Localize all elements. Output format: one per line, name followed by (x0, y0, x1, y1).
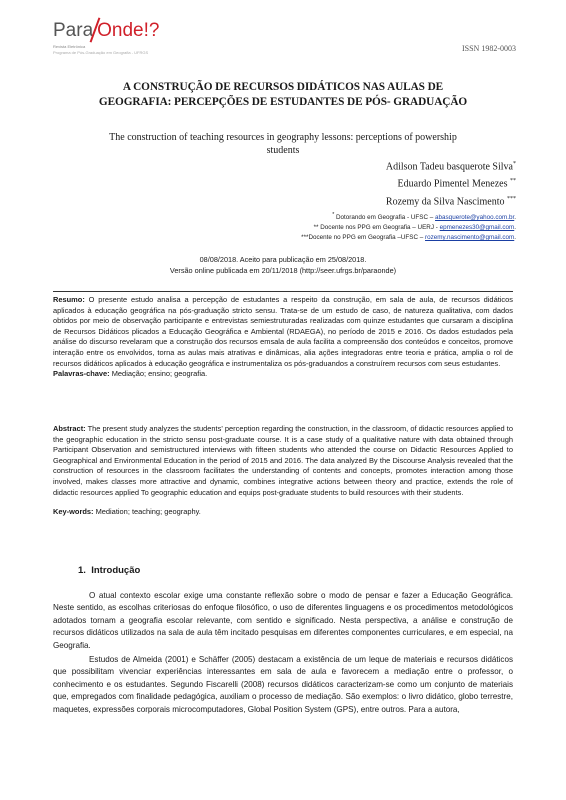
affiliation-line: ***Docente no PPG em Geografia –UFSC – rozemy.nascimento@gmail.com. (301, 234, 516, 242)
affiliations (301, 210, 516, 243)
article-title (60, 80, 506, 110)
resumo-block (53, 291, 513, 380)
acceptance-date: 08/08/2018. Aceito para publicação em 25/08/2018. (199, 255, 367, 264)
email-link[interactable]: rozemy.nascimento@gmail.com (425, 234, 515, 242)
logo-subtitle: Revista Eletrônica (53, 44, 86, 49)
resumo-text: Resumo: O presente estudo analisa a percepção de estudantes a respeito da construção, em sala de aula, de recursos didáticos aplicados à educação geográfica na pós-graduação stricto sensu. Trata-se de um estudo de caso, de natureza qualitativa, com dados obtidos por meio de observação participante e entrevistas semiestruturadas realizadas com quinze estudantes que cursaram a disciplina de Recursos Didáticos plicados a Educação Geográfica e Ambiental (RDAEGA), no período de 2015 e 2016. Os dados estudados pela análise do discurso revelaram que a construção dos recursos emsala de aula facilita a compreensão dos conteúdos e conceitos, promove interação entre os envolvidos, torna as aulas mais atrativas e dinâmicas, alia ações integradoras entre teoria e prática, amplia o rol de recursos didáticos aplicados à educação geográfica e instrumentaliza os pós-graduandos a construírem recursos com seus estudantes. (53, 295, 513, 368)
affiliation-line: * Dotorando em Geografia - UFSC – abasquerote@yahoo.com.br. (332, 212, 516, 222)
logo-text-para: Para (53, 20, 94, 41)
author: Rozemy da Silva Nascimento *** (385, 195, 516, 207)
abstract-block (53, 424, 513, 518)
email-link[interactable]: abasquerote@yahoo.com.br (435, 214, 515, 222)
abstract-text: Abstract: The present study analyzes the students' perception regarding the construction, in the classroom, of didactic resources applied to the geographic education in the stricto sensu post-graduate course. It is a case study of a qualitative nature with data obtained through Participant Observation and semistructured interviews with fifteen students who attended the course on Didactic Resources Applied to Geographical and Environmental Education in the period of 2015 and 2016. The data analyzed By the Discourse Analysis revealed that the construction of resources in the classroom facilitates the understanding of contents and concepts, promotes interaction among those involved, makes classes more attractive and dynamic, combines integrative actions between theory and practice, extends the role of didactic resources applied To geographic education and equips post-graduate students to build resources with their students. (53, 424, 513, 497)
author-list (386, 157, 516, 209)
key-words: Key-words: Mediation; teaching; geography. (53, 507, 201, 517)
email-link[interactable]: epmenezes30@gmail.com (439, 224, 515, 232)
english-title: The construction of teaching resources in geography lessons: perceptions of powership students (109, 132, 457, 156)
logo-text-onde: Onde!? (97, 20, 160, 41)
logo-wordmark (53, 20, 203, 42)
body-paragraph: Estudos de Almeida (2001) e Schäffer (2005) destacam a existência de um leque de materiais e recursos didáticos que possibilitam vivenciar experiências interessantes em sala de aula e favorecem a mediação entre o professor, o conhecimento e os estudantes. Segundo Fiscarelli (2008) recursos didáticos caracterizam-se como um conjunto de materiais que, empregados com finalidade pedagógica, auxiliam o processo de mediação. São exemplos: o livro didático, globo terrestre, maquetes, expressões corporais microcomputadores, Global Position System (GPS), entre outros. Para a autora, (53, 655, 513, 714)
issn-number: ISSN 1982-0003 (461, 44, 516, 53)
logo-program: Programa de Pós-Graduação em Geografia - UFRGS (53, 50, 149, 55)
palavras-chave: Palavras-chave: Mediação; ensino; geografia. (53, 369, 208, 379)
title-line-1: A CONSTRUÇÃO DE RECURSOS DIDÁTICOS NAS AULAS DE (122, 81, 444, 93)
publication-dates (60, 254, 506, 276)
online-date: Versão online publicada em 20/11/2018 (http://seer.ufrgs.br/paraonde) (169, 266, 397, 275)
author: Eduardo Pimentel Menezes ** (397, 178, 516, 190)
affiliation-line: ** Docente nos PPG em Geografia – UERJ - epmenezes30@gmail.com. (313, 224, 516, 232)
body-paragraph: O atual contexto escolar exige uma constante reflexão sobre o modo de pensar e fazer a Educação Geográfica. Neste sentido, as escolhas criteriosas do enfoque filosófico, o uso de diferentes linguagens e os procedimentos metodológicos adotados tornam a geografia escolar relevante, com sentido e significado. Nesta perspectiva, a análise e construção de recursos didáticos utilizados na sala de aula têm incitado pesquisas em diferentes componentes curriculares, e em especial, na Geografia. (53, 591, 513, 650)
journal-logo (53, 20, 203, 70)
author: Adilson Tadeu basquerote Silva* (385, 161, 516, 173)
title-line-2: GEOGRAFIA: PERCEPÇÕES DE ESTUDANTES DE PÓS- GRADUAÇÃO (98, 96, 468, 108)
section-heading: 1. Introdução (78, 565, 141, 576)
